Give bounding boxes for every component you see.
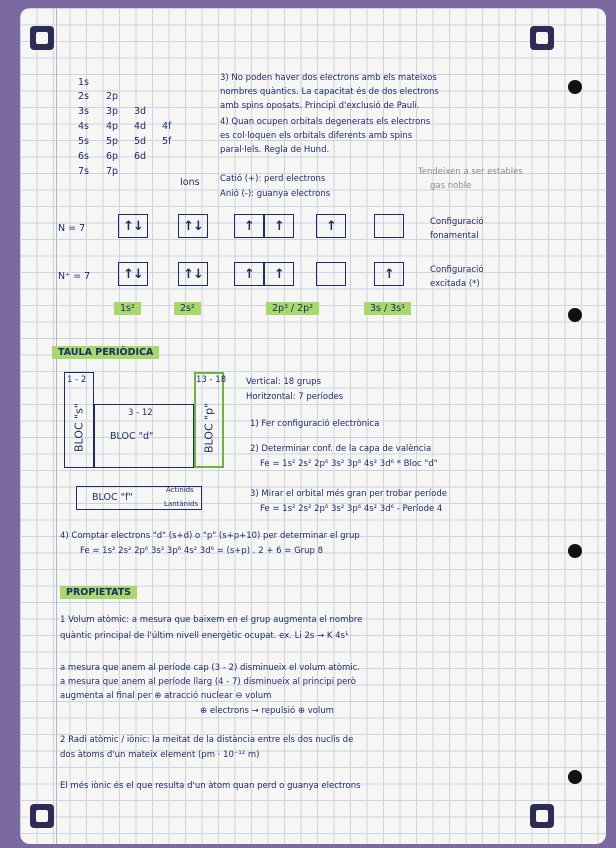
bloc-f-note: Actínids bbox=[166, 486, 194, 494]
orbital-cell: 6p bbox=[106, 151, 119, 162]
properties-title: PROPIETATS bbox=[60, 586, 137, 599]
config-label: 2s² bbox=[174, 302, 201, 315]
orbital-box: ↑ bbox=[264, 262, 294, 286]
orbital-cell: 7p bbox=[106, 166, 119, 177]
orbital-box: ↑ bbox=[374, 262, 404, 286]
horizontal-periods: Horitzontal: 7 períodes bbox=[246, 392, 344, 402]
orbital-box bbox=[316, 262, 346, 286]
vertical-groups: Vertical: 18 grups bbox=[246, 377, 322, 387]
binder-hole bbox=[568, 308, 582, 322]
property-text: El més iònic és el que resulta d'un àtom quan perd o guanya electrons bbox=[60, 781, 361, 791]
ions-note-2: gas noble bbox=[430, 181, 472, 191]
config-row-label: N⁺ = 7 bbox=[58, 271, 91, 282]
orbital-cell: 5s bbox=[78, 136, 89, 147]
periodic-table-title: TAULA PERIÒDICA bbox=[52, 346, 159, 359]
corner-tab-top-left bbox=[30, 26, 54, 50]
step-3-example: Fe = 1s² 2s² 2p⁶ 3s² 3p⁶ 4s² 3d⁶ - Període 4 bbox=[260, 504, 443, 514]
config-label: 2p³ / 2p² bbox=[266, 302, 319, 315]
config-label: 3s / 3s¹ bbox=[364, 302, 411, 315]
orbital-cell: 5d bbox=[134, 136, 147, 147]
property-text: dos àtoms d'un mateix element (pm · 10⁻¹² m) bbox=[60, 750, 260, 760]
orbital-cell: 4d bbox=[134, 121, 147, 132]
orbital-box: ↑ bbox=[316, 214, 346, 238]
bloc-d-label: BLOC "d" bbox=[110, 431, 154, 442]
pauli-rule-line: nombres quàntics. La capacitat és de dos electrons bbox=[220, 87, 439, 97]
pauli-rule-line: 3) No poden haver dos electrons amb els mateixos bbox=[220, 73, 437, 83]
orbital-cell: 4s bbox=[78, 121, 89, 132]
orbital-box bbox=[374, 214, 404, 238]
hund-rule-line: 4) Quan ocupen orbitals degenerats els electrons bbox=[220, 117, 431, 127]
ions-label: Ions bbox=[180, 177, 200, 188]
bloc-s-range: 1 - 2 bbox=[67, 375, 87, 385]
property-text: augmenta al final per ⊕ atracció nuclear ⊖ volum bbox=[60, 691, 272, 701]
corner-tab-bottom-right bbox=[530, 804, 554, 828]
config-label: 1s² bbox=[114, 302, 141, 315]
ions-note: Tendeixen a ser estables bbox=[418, 167, 523, 177]
orbital-box: ↑↓ bbox=[118, 262, 148, 286]
binder-hole bbox=[568, 544, 582, 558]
property-text: a mesura que anem al període llarg (4 - 7) disminueix al principi però bbox=[60, 677, 356, 687]
property-text: quàntic principal de l'últim nivell energètic ocupat. ex. Li 2s → K 4s¹ bbox=[60, 631, 349, 641]
step-4: 4) Comptar electrons "d" (s+d) o "p" (s+p+10) per determinar el grup bbox=[60, 531, 360, 541]
orbital-cell: 7s bbox=[78, 166, 89, 177]
property-text: a mesura que anem al període cap (3 - 2) disminueix el volum atòmic. bbox=[60, 663, 360, 673]
property-text: 2 Radi atòmic / iònic: la meitat de la distància entre els dos nuclis de bbox=[60, 735, 354, 745]
orbital-box: ↑ bbox=[234, 262, 264, 286]
config-desc: excitada (*) bbox=[430, 279, 480, 289]
hund-rule-line: es col·loquen els orbitals diferents amb spins bbox=[220, 131, 413, 141]
bloc-s-label: BLOC "s" bbox=[72, 403, 86, 453]
config-desc: Configuració bbox=[430, 217, 484, 227]
step-3: 3) Mirar el orbital més gran per trobar període bbox=[250, 489, 447, 499]
step-4-example: Fe = 1s² 2s² 2p⁶ 3s² 3p⁶ 4s² 3d⁶ = (s+p) . 2 + 6 = Grup 8 bbox=[80, 546, 324, 556]
step-2: 2) Determinar conf. de la capa de valència bbox=[250, 444, 432, 454]
bloc-p-label: BLOC "p" bbox=[202, 402, 216, 454]
bloc-d-range: 3 - 12 bbox=[128, 408, 153, 418]
orbital-cell: 2s bbox=[78, 91, 89, 102]
config-desc: fonamental bbox=[430, 231, 479, 241]
orbital-cell: 5f bbox=[162, 136, 172, 147]
orbital-cell: 6d bbox=[134, 151, 147, 162]
corner-tab-bottom-left bbox=[30, 804, 54, 828]
orbital-box: ↑↓ bbox=[118, 214, 148, 238]
step-2-example: Fe = 1s² 2s² 2p⁶ 3s² 3p⁶ 4s² 3d⁶ * Bloc "d" bbox=[260, 459, 438, 469]
corner-tab-top-right bbox=[530, 26, 554, 50]
orbital-cell: 5p bbox=[106, 136, 119, 147]
cation-text: Catió (+): perd electrons bbox=[220, 174, 326, 184]
binder-hole bbox=[568, 770, 582, 784]
margin-line bbox=[56, 8, 57, 844]
orbital-cell: 3p bbox=[106, 106, 119, 117]
bloc-p-range: 13 - 18 bbox=[196, 375, 227, 385]
anion-text: Anió (-): guanya electrons bbox=[220, 189, 331, 199]
property-text: 1 Volum atòmic: a mesura que baixem en el grup augmenta el nombre bbox=[60, 615, 363, 625]
orbital-cell: 4p bbox=[106, 121, 119, 132]
config-row-label: N = 7 bbox=[58, 223, 86, 234]
hund-rule-line: paral·lels. Regla de Hund. bbox=[220, 145, 330, 155]
orbital-box: ↑↓ bbox=[178, 214, 208, 238]
orbital-box: ↑ bbox=[264, 214, 294, 238]
orbital-cell: 3d bbox=[134, 106, 147, 117]
orbital-box: ↑↓ bbox=[178, 262, 208, 286]
binder-hole bbox=[568, 80, 582, 94]
orbital-cell: 1s bbox=[78, 77, 89, 88]
bloc-f-label: BLOC "f" bbox=[92, 492, 133, 503]
notebook-page bbox=[20, 8, 606, 844]
orbital-cell: 2p bbox=[106, 91, 119, 102]
property-text: ⊕ electrons → repulsió ⊕ volum bbox=[200, 706, 334, 716]
orbital-cell: 6s bbox=[78, 151, 89, 162]
pauli-rule-line: amb spins oposats. Principi d'exclusió de Pauli. bbox=[220, 101, 420, 111]
orbital-cell: 3s bbox=[78, 106, 89, 117]
config-desc: Configuració bbox=[430, 265, 484, 275]
orbital-cell: 4f bbox=[162, 121, 172, 132]
bloc-f-note: Lantànids bbox=[164, 500, 199, 508]
step-1: 1) Fer configuració electrònica bbox=[250, 419, 380, 429]
orbital-box: ↑ bbox=[234, 214, 264, 238]
